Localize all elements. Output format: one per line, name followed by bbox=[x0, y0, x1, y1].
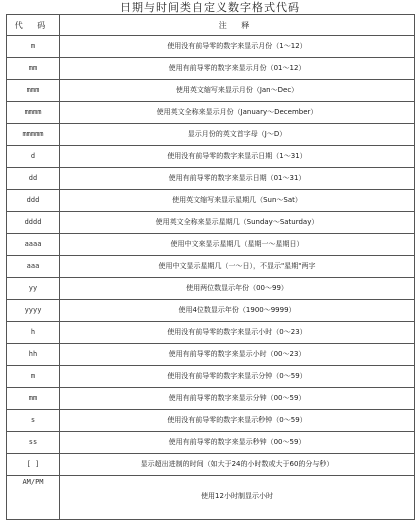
code-cell: m bbox=[7, 36, 60, 58]
table-row bbox=[7, 234, 415, 256]
code-cell: m bbox=[7, 366, 60, 388]
table-row bbox=[7, 388, 415, 410]
note-cell: 使用12小时制显示小时 bbox=[60, 476, 415, 520]
code-cell: h bbox=[7, 322, 60, 344]
note-cell: 使用两位数显示年份（00～99） bbox=[60, 278, 415, 300]
note-cell: 使用英文全称来显示星期几（Sunday～Saturday） bbox=[60, 212, 415, 234]
note-cell: 使用4位数显示年份（1900～9999） bbox=[60, 300, 415, 322]
note-cell: 显示超出进制的时间（如大于24的小时数或大于60的分与秒） bbox=[60, 454, 415, 476]
code-cell: mmmmm bbox=[7, 124, 60, 146]
header-note: 注 释 bbox=[60, 15, 415, 36]
note-cell: 使用中文显示星期几（一～日），不显示"星期"两字 bbox=[60, 256, 415, 278]
code-cell: [ ] bbox=[7, 454, 60, 476]
table-row bbox=[7, 124, 415, 146]
code-cell: mmm bbox=[7, 80, 60, 102]
code-cell: dd bbox=[7, 168, 60, 190]
table-row bbox=[7, 322, 415, 344]
note-cell: 使用没有前导零的数字来显示月份（1～12） bbox=[60, 36, 415, 58]
code-cell: yyyy bbox=[7, 300, 60, 322]
code-cell: aaaa bbox=[7, 234, 60, 256]
note-cell: 使用没有前导零的数字来显示日期（1～31） bbox=[60, 146, 415, 168]
table-row bbox=[7, 256, 415, 278]
note-cell: 使用有前导零的数字来显示小时（00～23） bbox=[60, 344, 415, 366]
code-cell: d bbox=[7, 146, 60, 168]
table-row bbox=[7, 36, 415, 58]
note-cell: 使用英文缩写来显示月份（Jan～Dec） bbox=[60, 80, 415, 102]
table-row bbox=[7, 476, 415, 520]
table-row bbox=[7, 432, 415, 454]
table-row bbox=[7, 102, 415, 124]
note-cell: 使用有前导零的数字来显示分钟（00～59） bbox=[60, 388, 415, 410]
table-row bbox=[7, 454, 415, 476]
header-row bbox=[7, 15, 415, 36]
table-row bbox=[7, 410, 415, 432]
table-row bbox=[7, 212, 415, 234]
header-code: 代 码 bbox=[7, 15, 60, 36]
table-row bbox=[7, 278, 415, 300]
code-cell: aaa bbox=[7, 256, 60, 278]
note-cell: 使用英文缩写来显示星期几（Sun～Sat） bbox=[60, 190, 415, 212]
code-cell: yy bbox=[7, 278, 60, 300]
table-row bbox=[7, 80, 415, 102]
table-row bbox=[7, 300, 415, 322]
code-cell: AM/PM bbox=[7, 476, 60, 520]
table-row bbox=[7, 366, 415, 388]
code-cell: mm bbox=[7, 388, 60, 410]
note-cell: 使用中文来显示星期几（星期一～星期日） bbox=[60, 234, 415, 256]
note-cell: 使用有前导零的数字来显示日期（01～31） bbox=[60, 168, 415, 190]
note-cell: 使用有前导零的数字来显示秒钟（00～59） bbox=[60, 432, 415, 454]
note-cell: 使用英文全称来显示月份（January～December） bbox=[60, 102, 415, 124]
code-cell: mmmm bbox=[7, 102, 60, 124]
code-cell: ss bbox=[7, 432, 60, 454]
table-row bbox=[7, 146, 415, 168]
code-cell: ddd bbox=[7, 190, 60, 212]
note-cell: 使用没有前导零的数字来显示分钟（0～59） bbox=[60, 366, 415, 388]
format-code-table bbox=[6, 14, 415, 520]
note-cell: 使用没有前导零的数字来显示秒钟（0～59） bbox=[60, 410, 415, 432]
note-cell: 显示月份的英文首字母（J～D） bbox=[60, 124, 415, 146]
table-row bbox=[7, 190, 415, 212]
code-cell: mm bbox=[7, 58, 60, 80]
code-cell: s bbox=[7, 410, 60, 432]
code-cell: dddd bbox=[7, 212, 60, 234]
table-title: 日期与时间类自定义数字格式代码 bbox=[120, 1, 300, 14]
code-cell: hh bbox=[7, 344, 60, 366]
table-row bbox=[7, 344, 415, 366]
table-row bbox=[7, 58, 415, 80]
note-cell: 使用有前导零的数字来显示月份（01～12） bbox=[60, 58, 415, 80]
table-row bbox=[7, 168, 415, 190]
note-cell: 使用没有前导零的数字来显示小时（0～23） bbox=[60, 322, 415, 344]
